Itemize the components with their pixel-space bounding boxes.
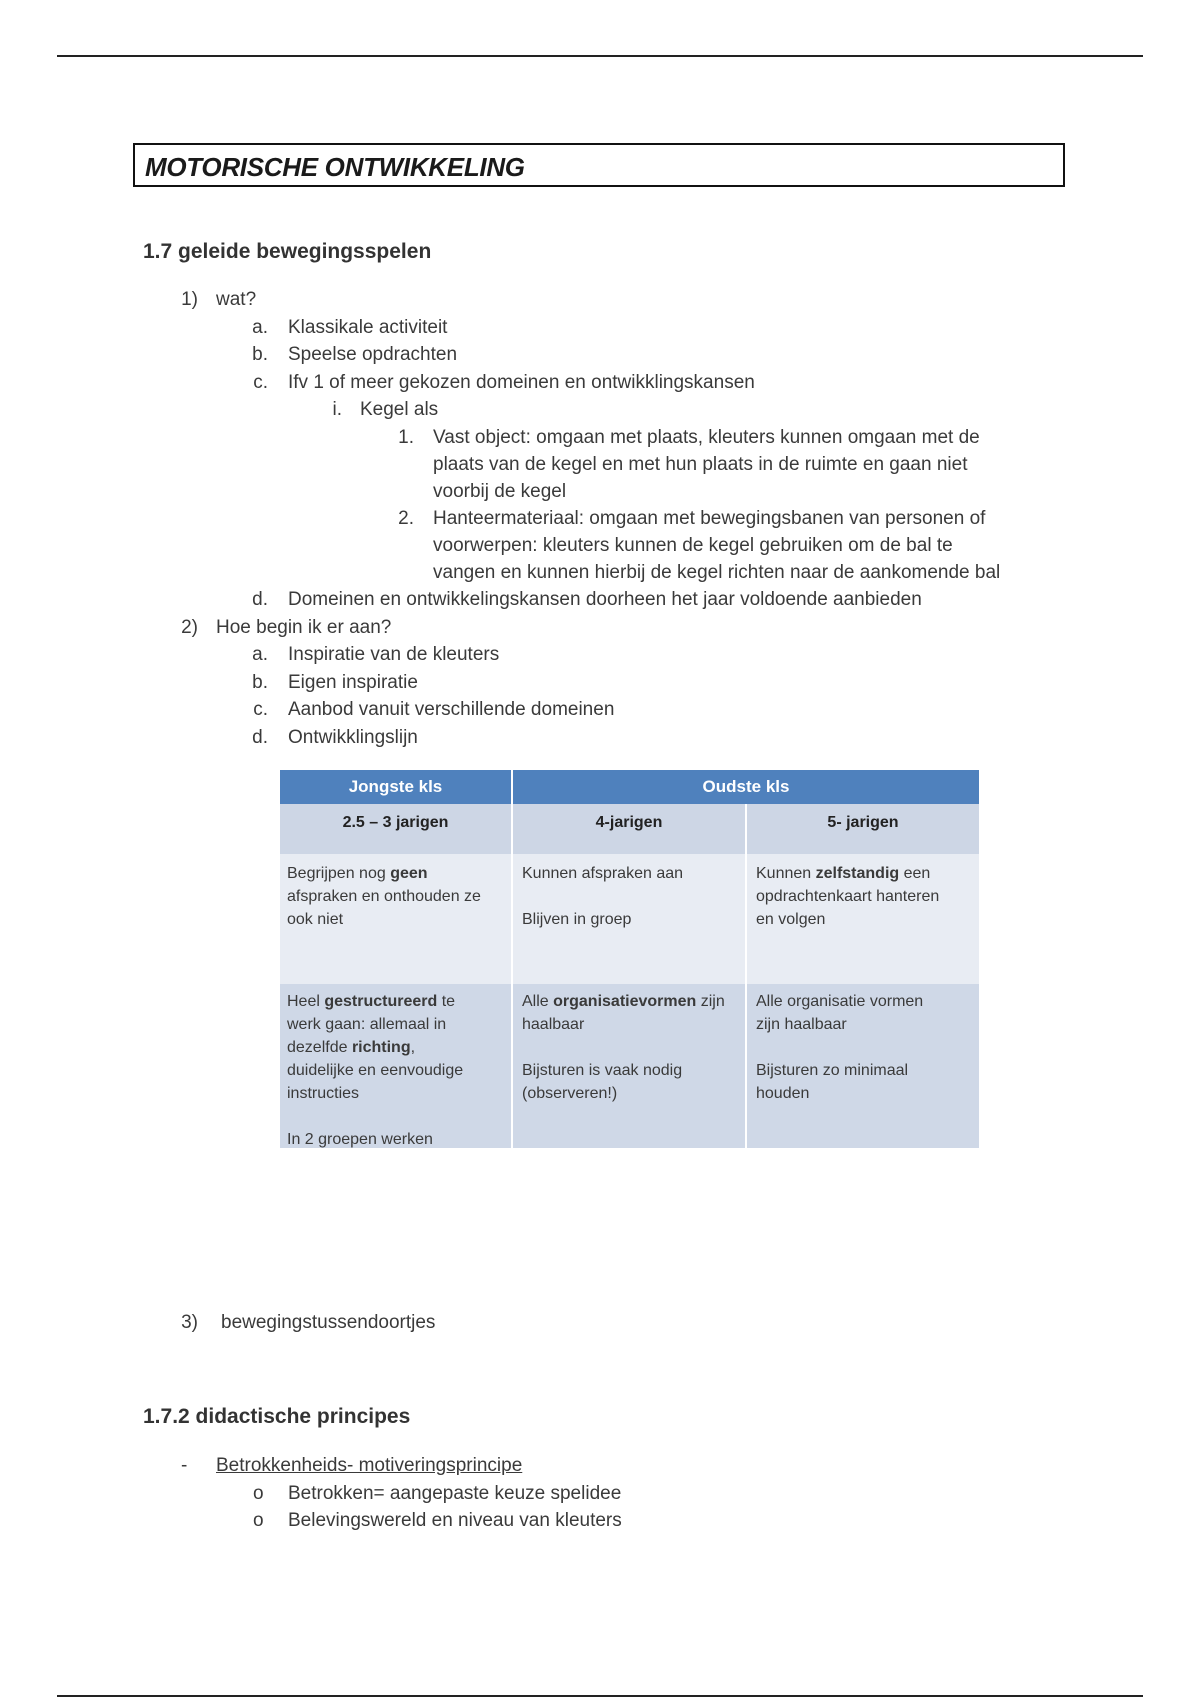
sub-bullet-item: Betrokken= aangepaste keuze spelidee [288, 1483, 622, 1504]
list-item: Speelse opdrachten [288, 344, 458, 365]
table-header-young: Jongste kls [280, 770, 511, 804]
list-marker: 1) [181, 289, 198, 310]
section-heading-1-7: 1.7 geleide bewegingsspelen [143, 240, 432, 263]
list-marker: i. [332, 399, 342, 420]
list-marker: 2. [398, 508, 414, 529]
list-item-bewegingstussendoortjes: bewegingstussendoortjes [221, 1312, 436, 1333]
list-item: Aanbod vanuit verschillende domeinen [288, 699, 615, 720]
list-item: Klassikale activiteit [288, 317, 448, 338]
sub-bullet-marker: o [253, 1510, 264, 1531]
list-item-wat: wat? [216, 289, 257, 310]
list-marker: a. [252, 644, 268, 665]
table-cell: Kunnen afspraken aan Blijven in groep [522, 865, 684, 928]
table-cell: Alle organisatievormen zijn haalbaar Bijsturen is vaak nodig (observeren!) [522, 993, 725, 1102]
table-divider [511, 770, 513, 1148]
list-item-hoe-begin: Hoe begin ik er aan? [216, 617, 392, 638]
list-item: Ifv 1 of meer gekozen domeinen en ontwikklingskansen [288, 372, 755, 393]
list-item-line: voorwerpen: kleuters kunnen de kegel gebruiken om de bal te [433, 535, 953, 556]
list-item: Domeinen en ontwikkelingskansen doorheen het jaar voldoende aanbieden [288, 589, 922, 610]
title-box [133, 143, 1065, 187]
list-item: Inspiratie van de kleuters [288, 644, 500, 665]
list-item-line: voorbij de kegel [433, 481, 567, 502]
list-marker: b. [252, 344, 268, 365]
bullet-marker: - [181, 1455, 188, 1476]
list-item-line: Vast object: omgaan met plaats, kleuters kunnen omgaan met de [433, 427, 980, 448]
list-marker: 1. [398, 427, 414, 448]
list-marker: 2) [181, 617, 198, 638]
table-col-header: 2.5 – 3 jarigen [280, 804, 511, 854]
development-table [280, 770, 979, 1148]
header-rule [57, 55, 1143, 57]
list-marker: c. [253, 372, 268, 393]
table-col-header: 4-jarigen [513, 804, 745, 854]
list-item: Kegel als [360, 399, 439, 420]
table-cell: Alle organisatie vormen zijn haalbaar Bijsturen zo minimaal houden [756, 993, 924, 1102]
sub-bullet-marker: o [253, 1483, 264, 1504]
table-header-old: Oudste kls [513, 770, 979, 804]
list-marker: d. [252, 589, 268, 610]
table-cell: Heel gestructureerd te werk gaan: allemaal in dezelfde richting, duidelijke en eenvoudige instructies In 2 groepen werken [287, 993, 464, 1148]
sub-bullet-item: Belevingswereld en niveau van kleuters [288, 1510, 622, 1531]
table-divider [745, 804, 747, 1148]
list-item: Eigen inspiratie [288, 672, 418, 693]
list-marker: b. [252, 672, 268, 693]
table-cell: Begrijpen nog geen afspraken en onthouden ze ook niet [287, 865, 481, 928]
list-marker: c. [253, 699, 268, 720]
list-item-line: vangen en kunnen hierbij de kegel richten naar de aankomende bal [433, 562, 1001, 583]
list-item-line: plaats van de kegel en met hun plaats in de ruimte en gaan niet [433, 454, 968, 475]
list-marker: 3) [181, 1312, 198, 1333]
table-col-header: 5- jarigen [747, 804, 979, 854]
list-item-line: Hanteermateriaal: omgaan met bewegingsbanen van personen of [433, 508, 986, 529]
footer-rule [57, 1695, 1143, 1697]
list-marker: a. [252, 317, 268, 338]
document-title: MOTORISCHE ONTWIKKELING [145, 152, 525, 182]
list-marker: d. [252, 727, 268, 748]
list-item: Ontwikklingslijn [288, 727, 418, 748]
section-heading-1-7-2: 1.7.2 didactische principes [143, 1405, 411, 1428]
bullet-item-principle: Betrokkenheids- motiveringsprincipe [216, 1455, 523, 1476]
table-cell: Kunnen zelfstandig een opdrachtenkaart hanteren en volgen [756, 865, 940, 928]
